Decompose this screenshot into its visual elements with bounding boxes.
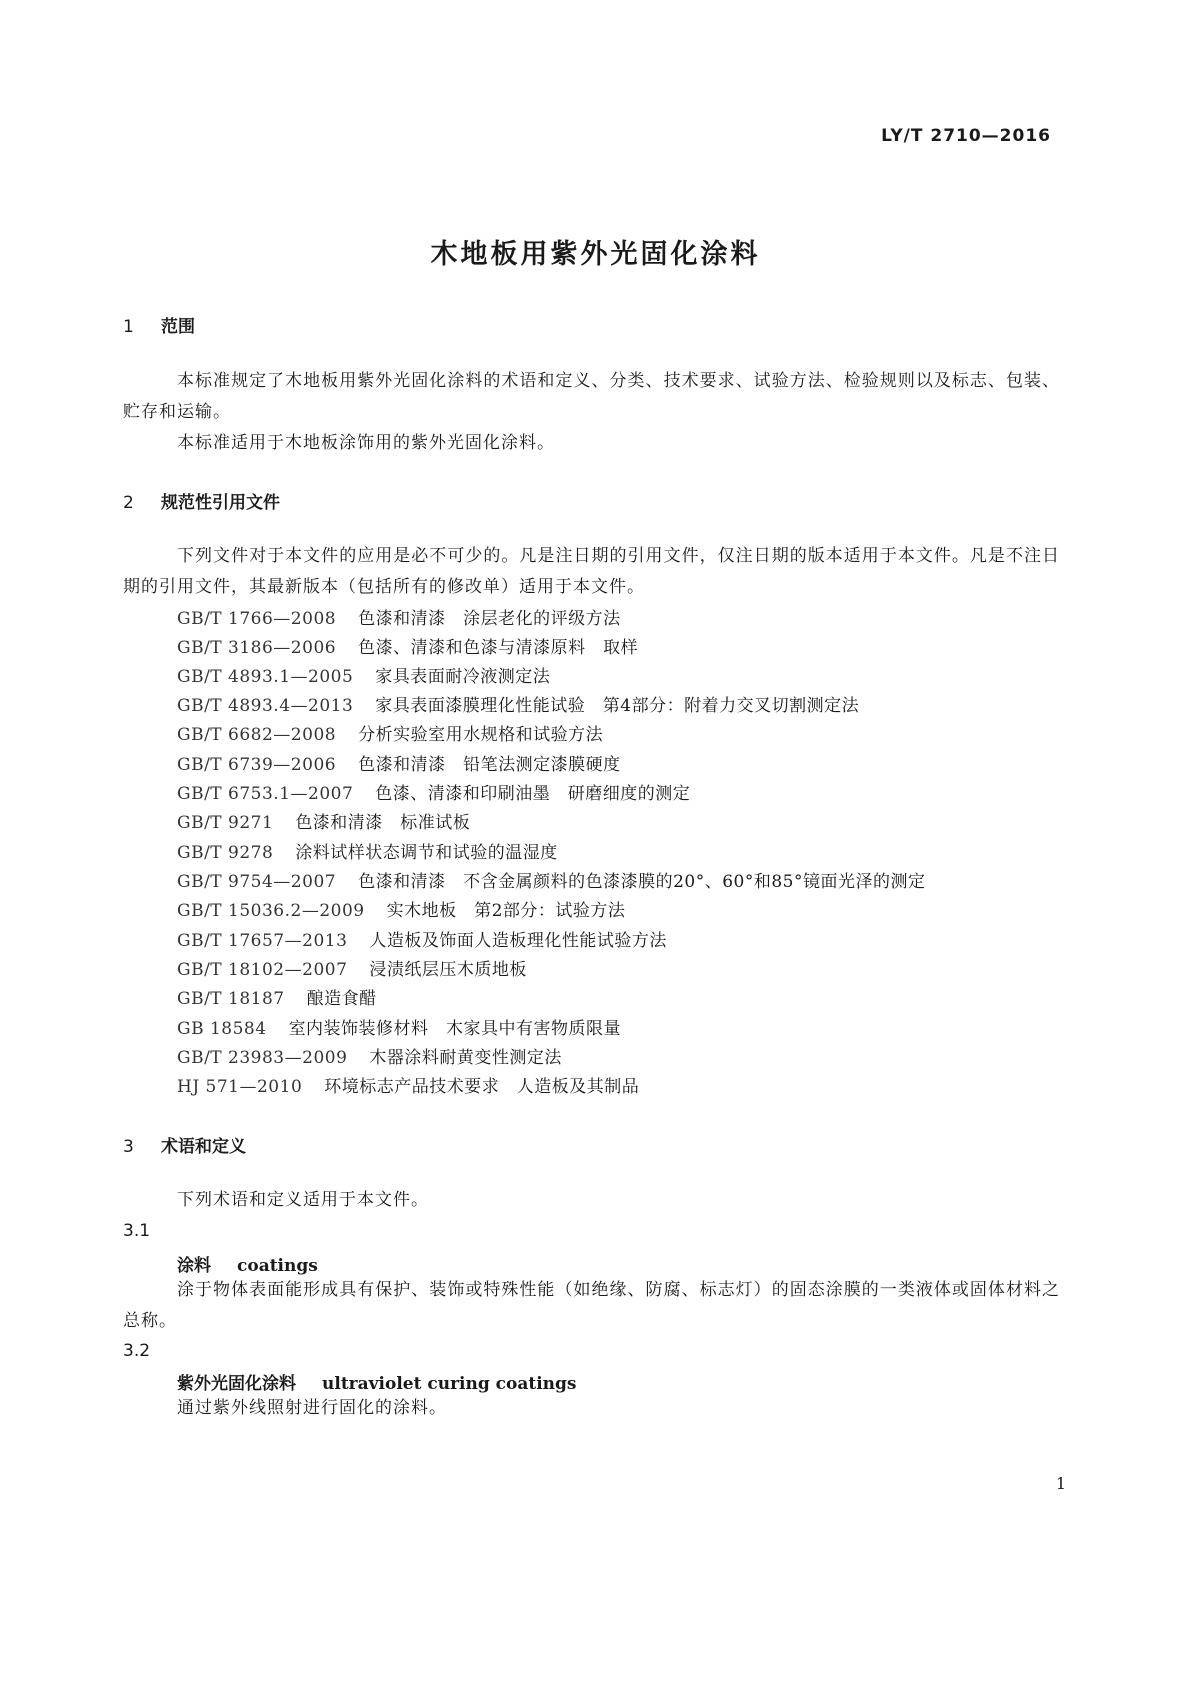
reference-item	[177, 750, 621, 775]
term-heading	[177, 1251, 318, 1276]
reference-title: 家具表面耐冷液测定法	[375, 667, 551, 687]
reference-item	[177, 604, 621, 629]
term-cn: 紫外光固化涂料	[177, 1374, 296, 1394]
clause-number: 3.1	[123, 1221, 151, 1241]
reference-item	[177, 984, 377, 1009]
reference-code: GB/T 9754—2007	[177, 872, 337, 892]
term-heading	[177, 1369, 577, 1394]
term-en: coatings	[237, 1256, 318, 1276]
reference-item	[177, 662, 550, 687]
section-title: 术语和定义	[161, 1137, 246, 1157]
reference-code: GB/T 6753.1—2007	[177, 784, 354, 804]
reference-item	[177, 808, 470, 833]
reference-code: GB/T 9278	[177, 843, 274, 863]
reference-title: 环境标志产品技术要求 人造板及其制品	[324, 1077, 640, 1097]
reference-item	[177, 1014, 621, 1039]
reference-item	[177, 896, 625, 921]
reference-title: 涂料试样状态调节和试验的温湿度	[295, 843, 558, 863]
section-title: 规范性引用文件	[161, 493, 280, 513]
reference-item	[177, 955, 527, 980]
standard-code: LY/T 2710—2016	[881, 126, 1051, 146]
section-number: 3	[123, 1137, 134, 1157]
reference-code: GB/T 3186—2006	[177, 638, 337, 658]
reference-code: GB/T 15036.2—2009	[177, 901, 365, 921]
term-cn: 涂料	[177, 1256, 211, 1276]
section-number: 2	[123, 493, 134, 513]
reference-title: 实木地板 第2部分：试验方法	[386, 901, 626, 921]
reference-title: 家具表面漆膜理化性能试验 第4部分：附着力交叉切割测定法	[375, 696, 860, 716]
reference-item	[177, 867, 925, 892]
reference-title: 室内装饰装修材料 木家具中有害物质限量	[288, 1019, 622, 1039]
section-heading-normative	[123, 488, 280, 513]
reference-code: GB/T 4893.4—2013	[177, 696, 354, 716]
section-number: 1	[123, 317, 134, 337]
reference-code: GB 18584	[177, 1019, 267, 1039]
scope-paragraph-1	[123, 366, 1060, 428]
reference-title: 色漆和清漆 不含金属颜料的色漆漆膜的20°、60°和85°镜面光泽的测定	[358, 872, 926, 892]
term-definition-text: 通过紫外线照射进行固化的涂料。	[177, 1398, 447, 1418]
reference-item	[177, 926, 667, 951]
reference-title: 人造板及饰面人造板理化性能试验方法	[369, 931, 667, 951]
reference-item	[177, 720, 603, 745]
terms-intro	[123, 1185, 1060, 1216]
reference-title: 木器涂料耐黄变性测定法	[369, 1048, 562, 1068]
scope-text-1: 本标准规定了木地板用紫外光固化涂料的术语和定义、分类、技术要求、试验方法、检验规则以及标志、包装、贮存和运输。	[123, 371, 1060, 422]
reference-code: GB/T 1766—2008	[177, 609, 337, 629]
reference-item	[177, 779, 690, 804]
section-heading-scope	[123, 312, 195, 337]
reference-title: 分析实验室用水规格和试验方法	[358, 725, 604, 745]
reference-title: 浸渍纸层压木质地板	[369, 960, 527, 980]
reference-code: GB/T 18187	[177, 989, 285, 1009]
reference-title: 色漆、清漆和印刷油墨 研磨细度的测定	[375, 784, 691, 804]
reference-item	[177, 691, 859, 716]
reference-title: 色漆、清漆和色漆与清漆原料 取样	[358, 638, 639, 658]
reference-code: HJ 571—2010	[177, 1077, 303, 1097]
normative-intro-text: 下列文件对于本文件的应用是必不可少的。凡是注日期的引用文件，仅注日期的版本适用于本文件。凡是不注日期的引用文件，其最新版本（包括所有的修改单）适用于本文件。	[123, 546, 1060, 597]
page-number: 1	[1055, 1474, 1066, 1493]
reference-code: GB/T 17657—2013	[177, 931, 348, 951]
reference-code: GB/T 6739—2006	[177, 755, 337, 775]
reference-code: GB/T 6682—2008	[177, 725, 337, 745]
reference-code: GB/T 23983—2009	[177, 1048, 348, 1068]
reference-item	[177, 1072, 639, 1097]
reference-title: 色漆和清漆 涂层老化的评级方法	[358, 609, 621, 629]
clause-number: 3.2	[123, 1341, 151, 1361]
normative-intro	[123, 541, 1060, 603]
reference-title: 色漆和清漆 铅笔法测定漆膜硬度	[358, 755, 621, 775]
reference-code: GB/T 18102—2007	[177, 960, 348, 980]
term-definition	[123, 1393, 1060, 1424]
reference-item	[177, 633, 638, 658]
term-definition-text: 涂于物体表面能形成具有保护、装饰或特殊性能（如绝缘、防腐、标志灯）的固态涂膜的一类液体或固体材料之总称。	[123, 1280, 1060, 1331]
term-definition	[123, 1275, 1060, 1337]
terms-intro-text: 下列术语和定义适用于本文件。	[177, 1190, 429, 1210]
scope-paragraph-2	[123, 428, 1060, 459]
term-en: ultraviolet curing coatings	[322, 1374, 577, 1394]
section-heading-terms	[123, 1132, 246, 1157]
reference-title: 色漆和清漆 标准试板	[295, 813, 471, 833]
reference-title: 酿造食醋	[306, 989, 377, 1009]
reference-code: GB/T 4893.1—2005	[177, 667, 354, 687]
section-title: 范围	[161, 317, 195, 337]
reference-code: GB/T 9271	[177, 813, 274, 833]
document-title: 木地板用紫外光固化涂料	[430, 239, 761, 270]
reference-item	[177, 838, 558, 863]
scope-text-2: 本标准适用于木地板涂饰用的紫外光固化涂料。	[177, 433, 555, 453]
reference-item	[177, 1043, 562, 1068]
